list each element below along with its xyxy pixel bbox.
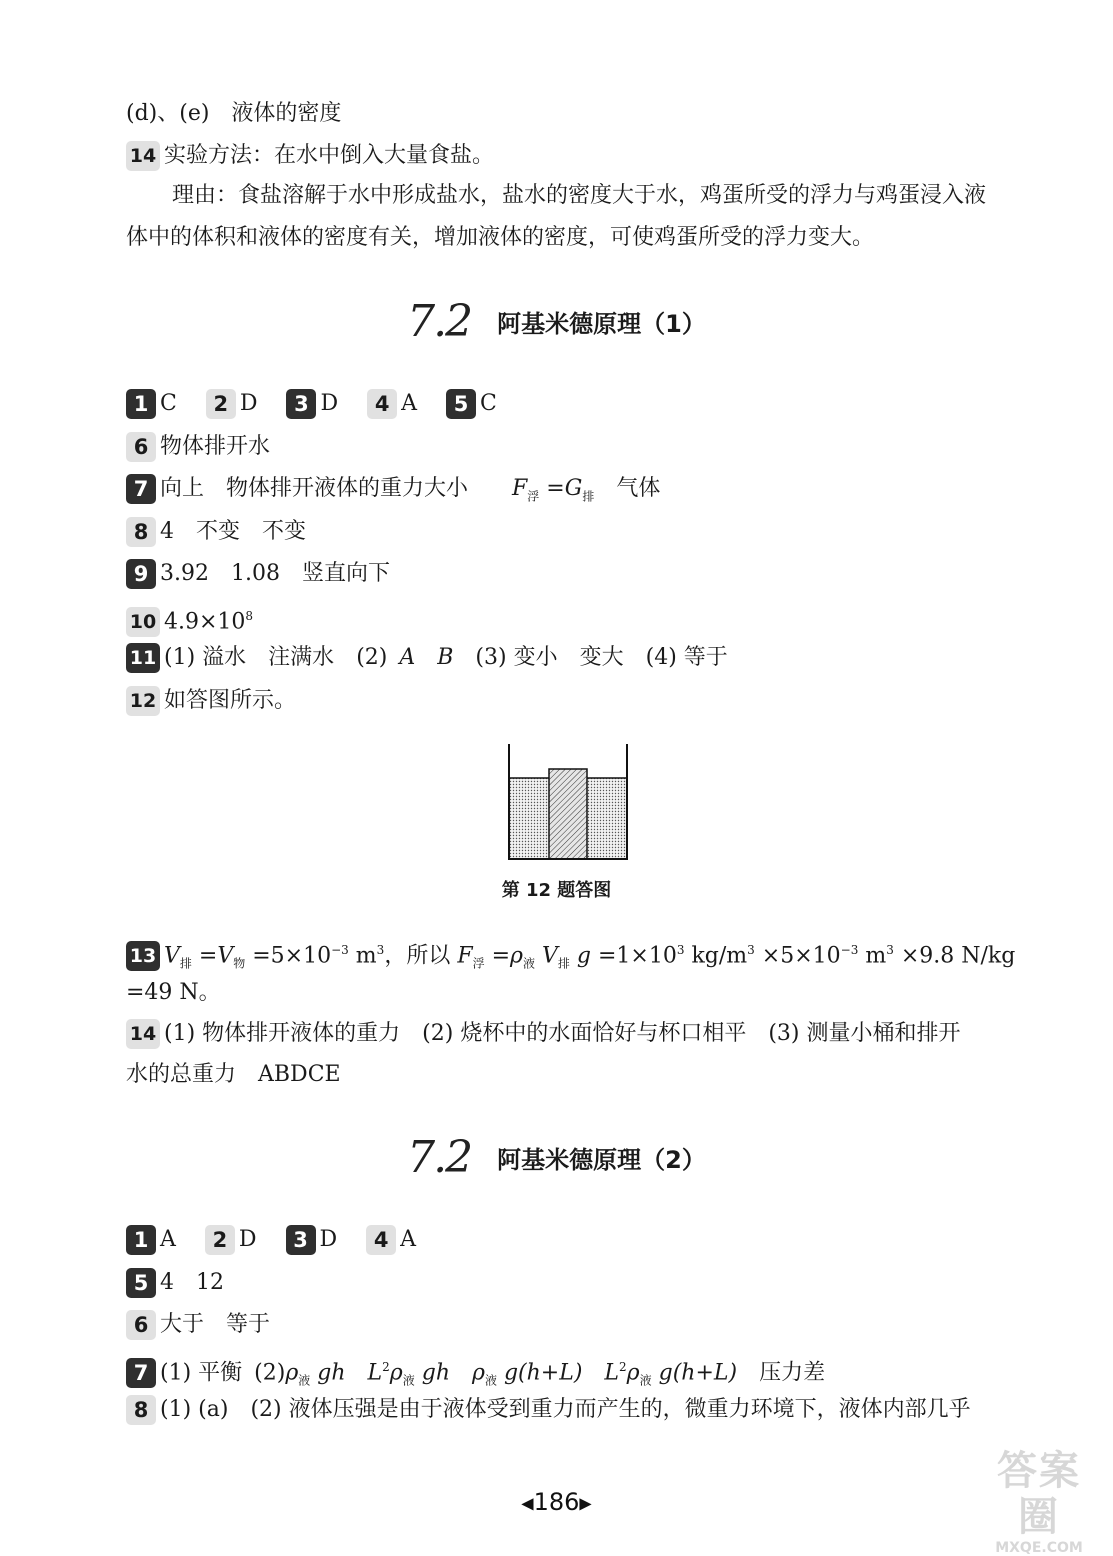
answer-2-8: 8 (1) (a) (2) 液体压强是由于液体受到重力而产生的，微重力环境下，液体内部几乎 — [126, 1394, 971, 1426]
answer-value: A — [400, 1227, 417, 1252]
answer-value: C — [160, 391, 177, 416]
question-number-badge: 14 — [126, 141, 160, 171]
mc-answers-row-2 — [126, 1224, 416, 1256]
answer-2-7: 7 (1) 平衡 $(2)\rho_液$ gh $L^2\rho_液$ gh $\rho_液$ g(h+L) $L^2\rho_液$ g(h+L) 压力差 — [126, 1351, 825, 1397]
section-number: 7.2 — [407, 296, 472, 347]
answer-8: 8 4 不变 不变 — [126, 516, 306, 548]
question-number-badge: 8 — [126, 1395, 156, 1425]
answer-13-line1: 13 $V_排 =V_物 =5\times 10^{-3}$ $m^3$，所以 $F_浮 =\rho_液$ $V_排$ $g =1\times 10^3$ $kg/m^3 \times 5\times 10^{-3}$ $m^3 \times 9.8$ N/kg — [126, 934, 1015, 980]
page-number: ◀186▶ — [521, 1488, 592, 1516]
answer-value: D — [320, 391, 339, 416]
question-number-badge: 8 — [126, 517, 156, 547]
figure-caption: 第 12 题答图 — [501, 880, 612, 901]
answer-14-reason-line1: 理由：食盐溶解于水中形成盐水，盐水的密度大于水，鸡蛋所受的浮力与鸡蛋浸入液 — [172, 183, 987, 208]
answer-14-reason-line2: 体中的体积和液体的密度有关，增加液体的密度，可使鸡蛋所受的浮力变大。 — [126, 225, 875, 250]
section-title: 阿基米德原理（1） — [497, 310, 706, 338]
section-header-2 — [0, 1132, 1113, 1183]
question-number-badge: 4 — [366, 1225, 396, 1255]
answer-value: A — [401, 391, 418, 416]
answer-10: 10 $4.9\times 10^8$ — [126, 600, 253, 638]
question-number-badge: 5 — [446, 389, 476, 419]
section-number: 7.2 — [407, 1132, 472, 1183]
answer-value: C — [480, 391, 497, 416]
question-number-badge: 14 — [126, 1019, 160, 1049]
triangle-left-icon: ◀ — [521, 1493, 534, 1513]
question-number-badge: 1 — [126, 1225, 156, 1255]
question-number-badge: 1 — [126, 389, 156, 419]
answer-value: D — [238, 1227, 257, 1252]
question-number-badge: 6 — [126, 432, 156, 462]
watermark-logo: 答案圈 MXQE.COM — [995, 1448, 1083, 1556]
answer-line-de: (d)、(e) 液体的密度 — [126, 101, 342, 126]
answer-2-5: 5 4 12 — [126, 1267, 224, 1299]
question-number-badge: 11 — [126, 643, 160, 673]
answer-value: A — [160, 1227, 176, 1252]
answer-value: D — [239, 391, 258, 416]
question-number-badge: 9 — [126, 559, 156, 589]
section-header-1 — [0, 296, 1113, 347]
question-number-badge: 7 — [126, 474, 156, 504]
answer-14-line2: 水的总重力 ABDCE — [126, 1062, 341, 1087]
question-number-badge: 2 — [206, 389, 236, 419]
question-number-badge: 3 — [286, 1225, 316, 1255]
answer-12: 12 如答图所示。 — [126, 685, 296, 717]
answer-7: 7 向上 物体排开液体的重力大小 $F_浮 =G_排$ 气体 — [126, 473, 660, 512]
beaker-figure — [500, 738, 636, 864]
question-number-badge: 7 — [126, 1358, 156, 1388]
question-number-badge: 2 — [205, 1225, 235, 1255]
question-number-badge: 3 — [286, 389, 316, 419]
answer-14-line1: 14 (1) 物体排开液体的重力 (2) 烧杯中的水面恰好与杯口相平 (3) 测量小桶和排开 — [126, 1018, 960, 1050]
question-number-badge: 5 — [126, 1268, 156, 1298]
answer-13-line2: =49 N。 — [126, 980, 221, 1005]
question-number-badge: 4 — [367, 389, 397, 419]
answer-2-6: 6 大于 等于 — [126, 1309, 270, 1341]
mc-answers-row — [126, 388, 497, 420]
block-object — [549, 769, 587, 859]
question-number-badge: 6 — [126, 1310, 156, 1340]
question-number-badge: 12 — [126, 686, 160, 716]
answer-value: D — [319, 1227, 338, 1252]
answer-11: 11 (1) 溢水 注满水 (2) A B (3) 变小 变大 (4) 等于 — [126, 642, 728, 674]
answer-6: 6 物体排开水 — [126, 431, 270, 463]
section-title: 阿基米德原理（2） — [497, 1146, 706, 1174]
question-number-badge: 13 — [126, 941, 160, 971]
answer-9: 9 3.92 1.08 竖直向下 — [126, 558, 390, 590]
triangle-right-icon: ▶ — [579, 1493, 592, 1513]
answer-14-method: 14 实验方法：在水中倒入大量食盐。 — [126, 140, 494, 172]
question-number-badge: 10 — [126, 607, 160, 637]
